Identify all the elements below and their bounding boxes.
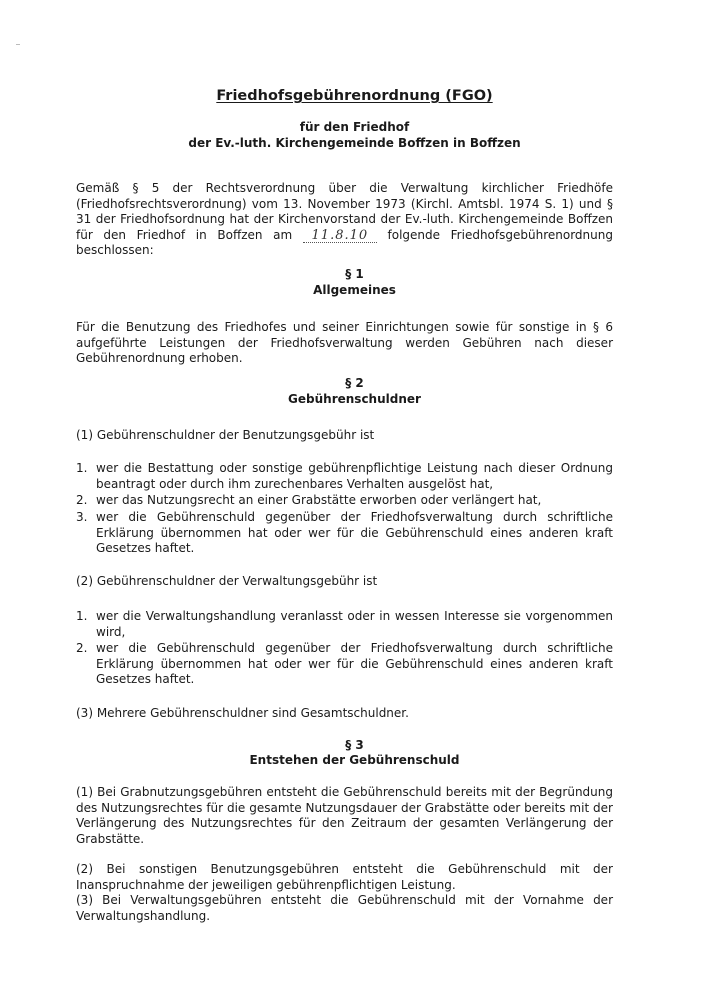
section-2-paragraph-1: (1) Gebührenschuldner der Benutzungsgebühr ist	[76, 428, 375, 442]
list-item-text: wer das Nutzungsrecht an einer Grabstätte erworben oder verlängert hat,	[96, 493, 542, 507]
list-item	[76, 510, 613, 557]
subtitle-line-1: für den Friedhof	[299, 120, 410, 134]
list-item	[76, 609, 613, 640]
section-2-number: § 2	[345, 376, 364, 390]
list-item-text: wer die Verwaltungshandlung veranlasst oder in wessen Interesse sie vorgenommen wird,	[96, 609, 613, 639]
list-item-text: wer die Gebührenschuld gegenüber der Friedhofsverwaltung durch schriftliche Erklärung übernommen hat oder wer für die Gebührenschuld eines anderen kraft Gesetzes haftet.	[96, 641, 613, 686]
section-3-paragraph-2: (2) Bei sonstigen Benutzungsgebühren entsteht die Gebührenschuld mit der Inanspruchnahme der jeweiligen gebührenpflichtigen Leistung.	[76, 862, 613, 892]
section-1-text: Für die Benutzung des Friedhofes und seiner Einrichtungen sowie für sonstige in § 6 aufgeführte Leistungen der Friedhofsverwaltung werden Gebühren nach dieser Gebührenordnung erhoben.	[76, 320, 613, 365]
list-item-number: 2.	[76, 641, 88, 655]
section-2-paragraph-3: (3) Mehrere Gebührenschuldner sind Gesamtschuldner.	[76, 706, 409, 720]
section-3-paragraph-1: (1) Bei Grabnutzungsgebühren entsteht die Gebührenschuld bereits mit der Begründung des Nutzungsrechtes für die gesamte Nutzungsdauer der Grabstätte oder bereits mit der Verlängerung des Nutzungsrechtes für den Zeitraum der gesamten Verlängerung der Grabstätte.	[76, 785, 613, 846]
list-item	[76, 461, 613, 492]
document-title: Friedhofsgebührenordnung (FGO)	[216, 88, 493, 104]
section-3-number: § 3	[345, 738, 364, 752]
section-1-heading: Allgemeines	[313, 283, 396, 297]
list-item-number: 1.	[76, 609, 88, 623]
list-item-text: wer die Bestattung oder sonstige gebührenpflichtige Leistung nach dieser Ordnung beantragt oder durch ihm zurechenbares Verhalten ausgelöst hat,	[96, 461, 613, 491]
subtitle-line-2: der Ev.-luth. Kirchengemeinde Boffzen in Boffzen	[188, 136, 521, 150]
list-item-text: wer die Gebührenschuld gegenüber der Friedhofsverwaltung durch schriftliche Erklärung übernommen hat oder wer für die Gebührenschuld eines anderen kraft Gesetzes haftet.	[96, 510, 613, 555]
section-2-heading: Gebührenschuldner	[288, 392, 421, 406]
list-item	[76, 641, 613, 688]
list-item-number: 3.	[76, 510, 88, 524]
preamble-paragraph	[76, 181, 613, 259]
list-item-number: 1.	[76, 461, 88, 475]
section-2-paragraph-2: (2) Gebührenschuldner der Verwaltungsgebühr ist	[76, 574, 378, 588]
scan-mark	[16, 44, 20, 45]
section-3-paragraph-3: (3) Bei Verwaltungsgebühren entsteht die Gebührenschuld mit der Vornahme der Verwaltungshandlung.	[76, 893, 613, 923]
section-3-heading: Entstehen der Gebührenschuld	[249, 753, 460, 767]
list-item-number: 2.	[76, 493, 88, 507]
list-item	[76, 493, 613, 509]
preamble-text-after-date: folgende Friedhofsgebührenordnung beschlossen:	[76, 227, 613, 257]
section-1-number: § 1	[345, 267, 364, 281]
preamble-text-before-date: Gemäß § 5 der Rechtsverordnung über die Verwaltung kirchlicher Friedhöfe (Friedhofsrechtsverordnung) vom 13. November 1973 (Kirchl. Amtsbl. 1974 S. 1) und § 31 der Friedhofsordnung hat der Kirchenvorstand der Ev.-luth. Kirchengemeinde Boffzen für den Friedhof in Boffzen am	[76, 181, 613, 242]
handwritten-date: 11.8.10	[303, 229, 377, 243]
